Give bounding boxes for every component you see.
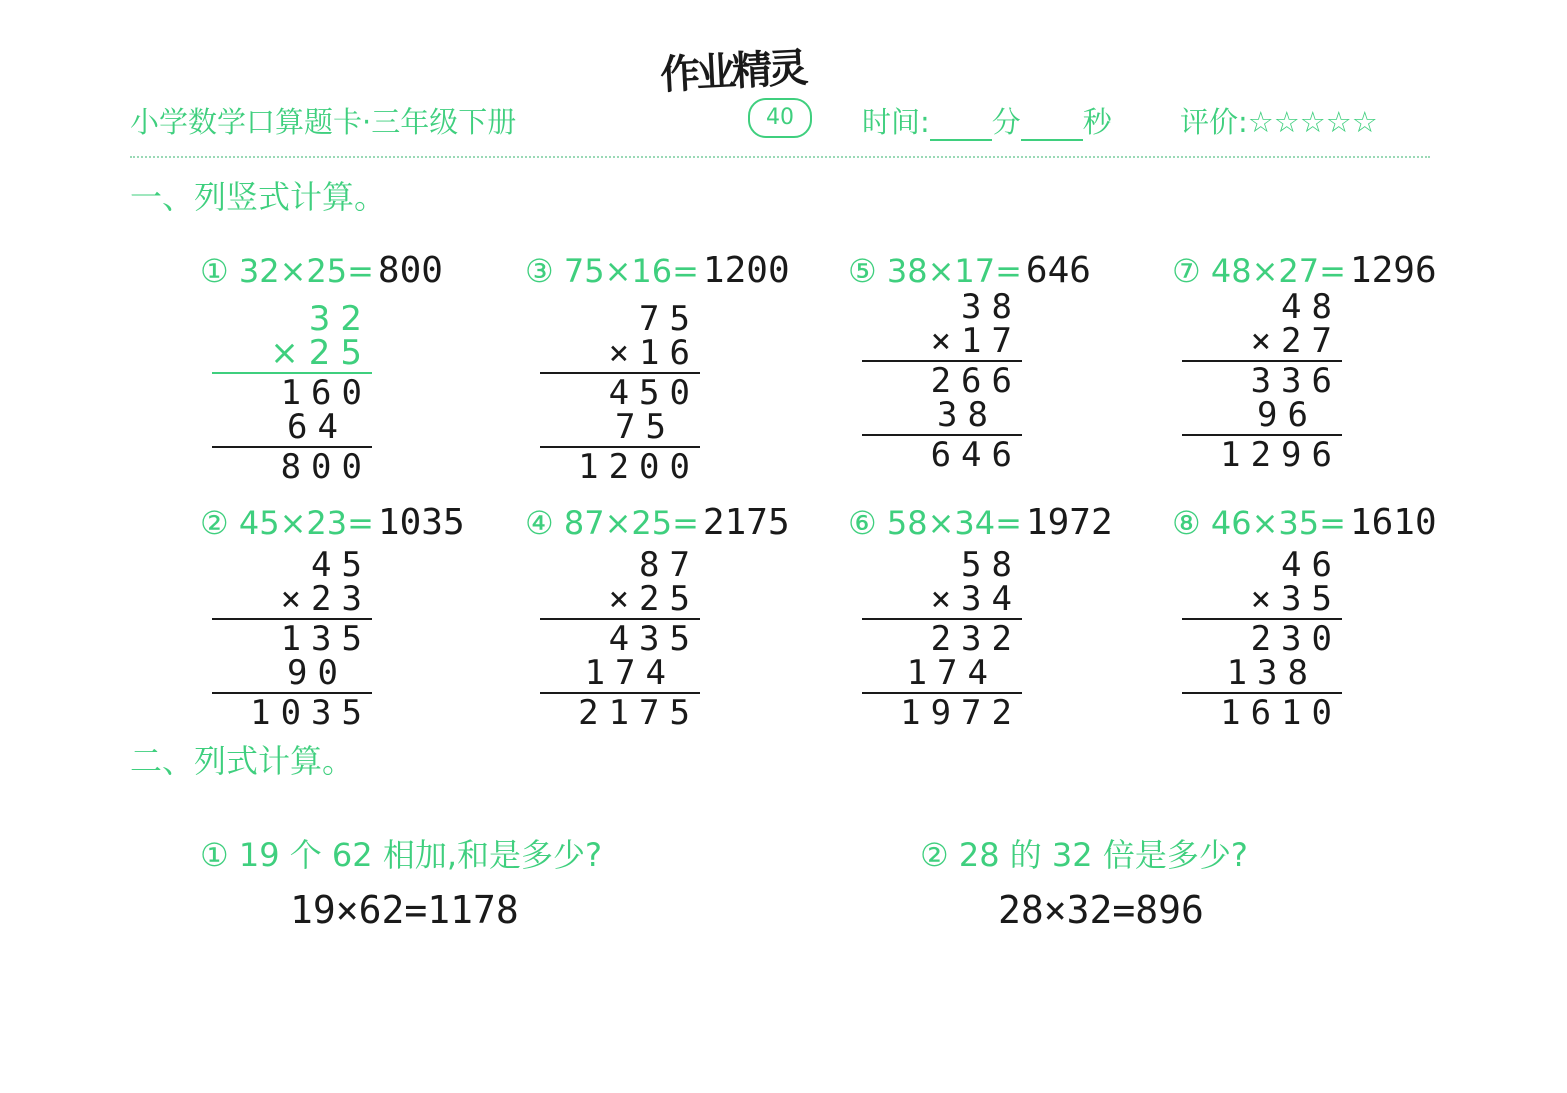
calc-row-partial2: 38 bbox=[937, 395, 998, 435]
calc-row-result: 1610 bbox=[1220, 693, 1342, 733]
problem-expression: 32×25= bbox=[238, 252, 374, 290]
word-problem-2-answer: 28×32=896 bbox=[998, 888, 1204, 932]
problem-expression: 75×16= bbox=[563, 252, 699, 290]
second-blank bbox=[1021, 111, 1083, 141]
problem-8 bbox=[1172, 502, 1437, 543]
calc-row-partial1: 232 bbox=[930, 619, 1022, 659]
calc-row-result: 1972 bbox=[900, 693, 1022, 733]
calc-row-partial2: 138 bbox=[1226, 653, 1318, 693]
calc-row-result: 800 bbox=[280, 447, 372, 487]
calc-row-partial1: 135 bbox=[280, 619, 372, 659]
calc-row-partial1: 266 bbox=[930, 361, 1022, 401]
rating-label: 评价: bbox=[1180, 105, 1248, 139]
word-problem-text: 19 个 62 相加,和是多少? bbox=[238, 836, 602, 874]
problem-number: ① bbox=[200, 836, 229, 874]
problem-expression: 58×34= bbox=[886, 504, 1022, 542]
calc-row-partial2: 174 bbox=[906, 653, 998, 693]
problem-answer: 1972 bbox=[1025, 502, 1113, 543]
problem-expression: 48×27= bbox=[1210, 252, 1346, 290]
problem-number: ③ bbox=[525, 252, 554, 290]
homework-stamp: 作业精灵 bbox=[659, 45, 806, 99]
vertical-calc-3 bbox=[540, 299, 700, 487]
vertical-calc-6 bbox=[862, 545, 1022, 733]
problem-4 bbox=[525, 502, 790, 543]
calc-row-partial2: 90 bbox=[287, 653, 348, 693]
problem-2 bbox=[200, 502, 465, 543]
calc-row-result: 646 bbox=[930, 435, 1022, 475]
vertical-calc-1 bbox=[212, 299, 372, 487]
vertical-calc-2 bbox=[212, 545, 372, 733]
problem-answer: 1610 bbox=[1349, 502, 1437, 543]
calc-row-multiplicand: 38 bbox=[961, 287, 1022, 327]
word-problem-1 bbox=[200, 830, 602, 876]
calc-row-multiplier: ×17 bbox=[930, 321, 1022, 361]
vertical-calc-4 bbox=[540, 545, 700, 733]
vertical-calc-5 bbox=[862, 287, 1022, 475]
calc-row-partial2: 174 bbox=[584, 653, 676, 693]
problem-number: ② bbox=[920, 836, 949, 874]
problem-expression: 45×23= bbox=[238, 504, 374, 542]
section1-heading: 一、列竖式计算。 bbox=[130, 178, 387, 216]
problem-number: ② bbox=[200, 504, 229, 542]
calc-row-multiplicand: 87 bbox=[639, 545, 700, 585]
calc-row-partial1: 435 bbox=[608, 619, 700, 659]
problem-number: ⑦ bbox=[1172, 252, 1201, 290]
calc-row-partial2: 96 bbox=[1257, 395, 1318, 435]
rating-stars: ☆☆☆☆☆ bbox=[1247, 105, 1378, 139]
calc-row-multiplicand: 75 bbox=[639, 299, 700, 339]
problem-number: ① bbox=[200, 252, 229, 290]
calc-row-multiplicand: 48 bbox=[1281, 287, 1342, 327]
calc-row-multiplier: ×34 bbox=[930, 579, 1022, 619]
calc-row-partial2: 64 bbox=[287, 407, 348, 447]
word-problem-2 bbox=[920, 830, 1248, 876]
problem-7 bbox=[1172, 250, 1437, 291]
problem-answer: 800 bbox=[377, 250, 443, 291]
problem-6 bbox=[848, 502, 1113, 543]
time-field bbox=[862, 100, 1112, 141]
vertical-calc-8 bbox=[1182, 545, 1342, 733]
problem-answer: 646 bbox=[1025, 250, 1091, 291]
rating-field bbox=[1180, 100, 1378, 141]
minute-blank bbox=[930, 111, 992, 141]
problem-number: ④ bbox=[525, 504, 554, 542]
calc-row-multiplier: ×25 bbox=[270, 333, 372, 373]
problem-expression: 87×25= bbox=[563, 504, 699, 542]
calc-row-partial1: 230 bbox=[1250, 619, 1342, 659]
page-number: 40 bbox=[748, 98, 812, 138]
calc-row-partial2: 75 bbox=[615, 407, 676, 447]
calc-row-result: 1035 bbox=[250, 693, 372, 733]
calc-row-partial1: 160 bbox=[280, 373, 372, 413]
calc-row-multiplier: ×27 bbox=[1250, 321, 1342, 361]
problem-number: ⑥ bbox=[848, 504, 877, 542]
problem-answer: 1200 bbox=[702, 250, 790, 291]
problem-1 bbox=[200, 250, 443, 291]
calc-row-multiplier: ×35 bbox=[1250, 579, 1342, 619]
minute-label: 分 bbox=[991, 105, 1021, 139]
time-label: 时间: bbox=[862, 105, 930, 139]
section2-heading: 二、列式计算。 bbox=[130, 742, 355, 780]
problem-number: ⑧ bbox=[1172, 504, 1201, 542]
problem-3 bbox=[525, 250, 790, 291]
calc-row-result: 2175 bbox=[578, 693, 700, 733]
second-label: 秒 bbox=[1082, 105, 1112, 139]
card-title: 小学数学口算题卡·三年级下册 bbox=[130, 105, 517, 139]
header-divider bbox=[130, 156, 1430, 158]
calc-row-partial1: 450 bbox=[608, 373, 700, 413]
calc-row-result: 1200 bbox=[578, 447, 700, 487]
calc-row-partial1: 336 bbox=[1250, 361, 1342, 401]
calc-row-multiplicand: 45 bbox=[311, 545, 372, 585]
calc-row-multiplicand: 32 bbox=[308, 299, 372, 339]
vertical-calc-7 bbox=[1182, 287, 1342, 475]
word-problem-text: 28 的 32 倍是多少? bbox=[958, 836, 1248, 874]
calc-row-multiplier: ×25 bbox=[608, 579, 700, 619]
problem-5 bbox=[848, 250, 1091, 291]
problem-number: ⑤ bbox=[848, 252, 877, 290]
calc-row-multiplier: ×23 bbox=[280, 579, 372, 619]
calc-row-result: 1296 bbox=[1220, 435, 1342, 475]
problem-answer: 2175 bbox=[702, 502, 790, 543]
calc-row-multiplicand: 46 bbox=[1281, 545, 1342, 585]
problem-expression: 46×35= bbox=[1210, 504, 1346, 542]
word-problem-1-answer: 19×62=1178 bbox=[290, 888, 519, 932]
calc-row-multiplier: ×16 bbox=[608, 333, 700, 373]
problem-expression: 38×17= bbox=[886, 252, 1022, 290]
problem-answer: 1296 bbox=[1349, 250, 1437, 291]
calc-row-multiplicand: 58 bbox=[961, 545, 1022, 585]
problem-answer: 1035 bbox=[377, 502, 465, 543]
